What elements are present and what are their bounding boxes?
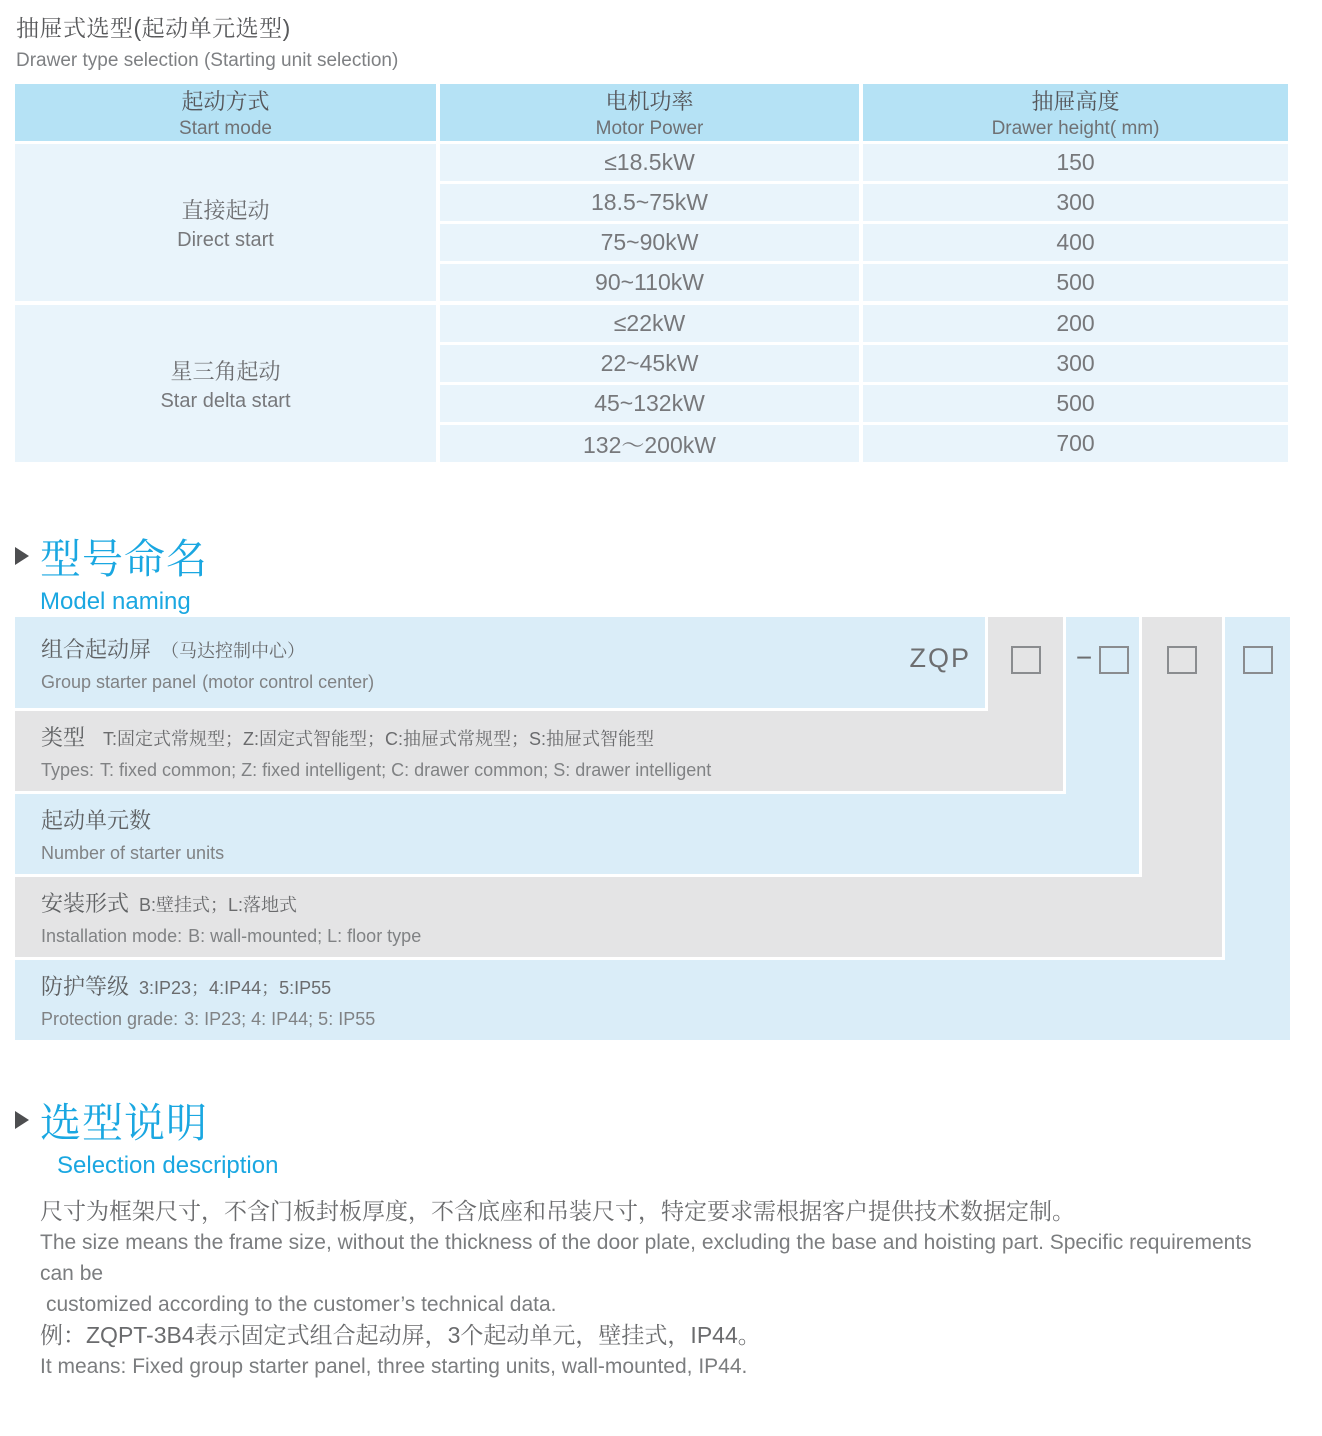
naming-row-group-starter-panel (15, 617, 985, 708)
drawer-height-cell: 150 (863, 144, 1288, 181)
description-line: customized according to the customer’s technical data. (46, 1293, 557, 1316)
section-title-cn: 选型说明 (40, 1100, 208, 1146)
drawer-height-cell: 500 (863, 264, 1288, 301)
description-line: 尺寸为框架尺寸，不含门板封板厚度，不含底座和吊装尺寸，特定要求需根据客户提供技术数据定制。 (40, 1198, 1075, 1224)
naming-detail-en: T: fixed common; Z: fixed intelligent; C: drawer common; S: drawer intelligent (100, 760, 712, 780)
description-line: It means: Fixed group starter panel, three starting units, wall-mounted, IP44. (40, 1355, 748, 1378)
naming-label-en: Installation mode: (41, 926, 183, 946)
naming-row-cn (41, 633, 985, 664)
description-line: 例：ZQPT-3B4表示固定式组合起动屏，3个起动单元，壁挂式，IP44。 (40, 1322, 761, 1348)
section-title-en: Selection description (57, 1152, 279, 1179)
start-mode-cell (15, 305, 436, 462)
code-strip-type (988, 617, 1063, 791)
naming-detail-en: B: wall-mounted; L: floor type (188, 926, 422, 946)
motor-power-cell: 90~110kW (440, 264, 859, 301)
selection-description-heading (15, 1090, 278, 1180)
naming-row-installation-mode (15, 877, 1222, 957)
naming-row-en (41, 926, 1222, 947)
motor-power-cell: 75~90kW (440, 224, 859, 261)
naming-label-cn: 起动单元数 (41, 808, 152, 833)
naming-row-types (15, 711, 1063, 791)
document-header (16, 10, 398, 72)
section-title-cn: 型号命名 (40, 536, 208, 582)
code-placeholder-box-icon (1243, 646, 1273, 674)
code-placeholder-box-icon (1011, 646, 1041, 674)
col-header-cn: 起动方式 (181, 89, 270, 114)
section-title-en: Model naming (40, 588, 191, 615)
start-mode-cell (15, 144, 436, 301)
col-header-start-mode (15, 84, 436, 141)
col-header-cn: 抽屉高度 (1031, 89, 1120, 114)
naming-detail-en: 3: IP23; 4: IP44; 5: IP55 (184, 1009, 376, 1029)
naming-detail-en: (motor control center) (202, 671, 375, 692)
start-mode-cn: 星三角起动 (170, 358, 281, 384)
drawer-height-column (863, 144, 1288, 301)
code-strip-protection-grade (1225, 617, 1290, 1040)
model-naming-diagram (15, 617, 1290, 1041)
drawer-selection-table (15, 84, 1288, 466)
col-header-drawer-height (863, 84, 1288, 141)
code-placeholder-box-icon (1099, 646, 1129, 674)
naming-row-protection-grade (15, 960, 1290, 1040)
drawer-height-cell: 400 (863, 224, 1288, 261)
page-title-cn: 抽屉式选型(起动单元选型) (16, 15, 291, 41)
naming-label-en: Group starter panel (41, 671, 197, 692)
motor-power-column (440, 144, 859, 301)
code-dash: − (1075, 642, 1093, 673)
model-code-prefix: ZQP (909, 643, 971, 673)
drawer-height-cell: 300 (863, 345, 1288, 382)
naming-label-en: Protection grade: (41, 1009, 179, 1029)
naming-row-starter-units (15, 794, 1139, 874)
naming-row-en (41, 760, 1063, 781)
code-strip-starter-units (1066, 617, 1139, 874)
naming-label-cn: 类型 (41, 725, 86, 750)
motor-power-cell: 45~132kW (440, 385, 859, 422)
naming-label-en: Types: (41, 760, 95, 780)
start-mode-en: Direct start (177, 228, 274, 251)
naming-row-en (41, 1009, 1290, 1030)
description-line: The size means the frame size, without the thickness of the door plate, excluding the base and hoisting part. Specific requirements can be (40, 1231, 1252, 1285)
drawer-height-column (863, 305, 1288, 462)
selection-description-body (40, 1196, 1290, 1382)
naming-row-cn (41, 804, 1139, 835)
triangle-bullet-icon (15, 1111, 29, 1129)
naming-row-en (41, 843, 1139, 864)
motor-power-cell: ≤22kW (440, 305, 859, 342)
naming-label-cn: 防护等级 (41, 974, 130, 999)
page-title-en: Drawer type selection (Starting unit selection) (16, 50, 399, 71)
naming-detail-cn: T:固定式常规型；Z:固定式智能型；C:抽屉式常规型；S:抽屉式智能型 (103, 729, 655, 749)
naming-row-en (41, 672, 985, 693)
start-mode-en: Star delta start (160, 389, 291, 412)
motor-power-cell: 22~45kW (440, 345, 859, 382)
naming-label-cn: 安装形式 (41, 891, 130, 916)
naming-row-cn (41, 970, 1290, 1001)
start-mode-cn: 直接起动 (181, 197, 270, 223)
naming-label-en: Number of starter units (41, 843, 225, 863)
drawer-height-cell: 200 (863, 305, 1288, 342)
motor-power-cell: ≤18.5kW (440, 144, 859, 181)
naming-detail-cn: 3:IP23；4:IP44；5:IP55 (139, 978, 332, 998)
table-group-direct-start (15, 144, 1288, 301)
drawer-height-cell: 700 (863, 425, 1288, 462)
col-header-motor-power (440, 84, 859, 141)
drawer-height-cell: 300 (863, 184, 1288, 221)
col-header-cn: 电机功率 (605, 89, 694, 114)
drawer-height-cell: 500 (863, 385, 1288, 422)
motor-power-cell: 132～200kW (440, 425, 859, 462)
motor-power-cell: 18.5~75kW (440, 184, 859, 221)
model-naming-heading (15, 526, 208, 616)
table-header-row (15, 84, 1288, 141)
triangle-bullet-icon (15, 547, 29, 565)
naming-detail-cn: B:壁挂式；L:落地式 (139, 895, 298, 915)
motor-power-column (440, 305, 859, 462)
naming-label-cn: 组合起动屏 (41, 636, 152, 662)
col-header-en: Start mode (179, 118, 272, 139)
naming-row-cn (41, 721, 1063, 752)
col-header-en: Drawer height( mm) (991, 118, 1160, 139)
col-header-en: Motor Power (595, 118, 704, 139)
code-placeholder-box-icon (1167, 646, 1197, 674)
code-strip-installation-mode (1142, 617, 1222, 957)
naming-row-cn (41, 887, 1222, 918)
naming-detail-cn: （马达控制中心） (161, 640, 306, 661)
table-group-star-delta-start (15, 305, 1288, 462)
